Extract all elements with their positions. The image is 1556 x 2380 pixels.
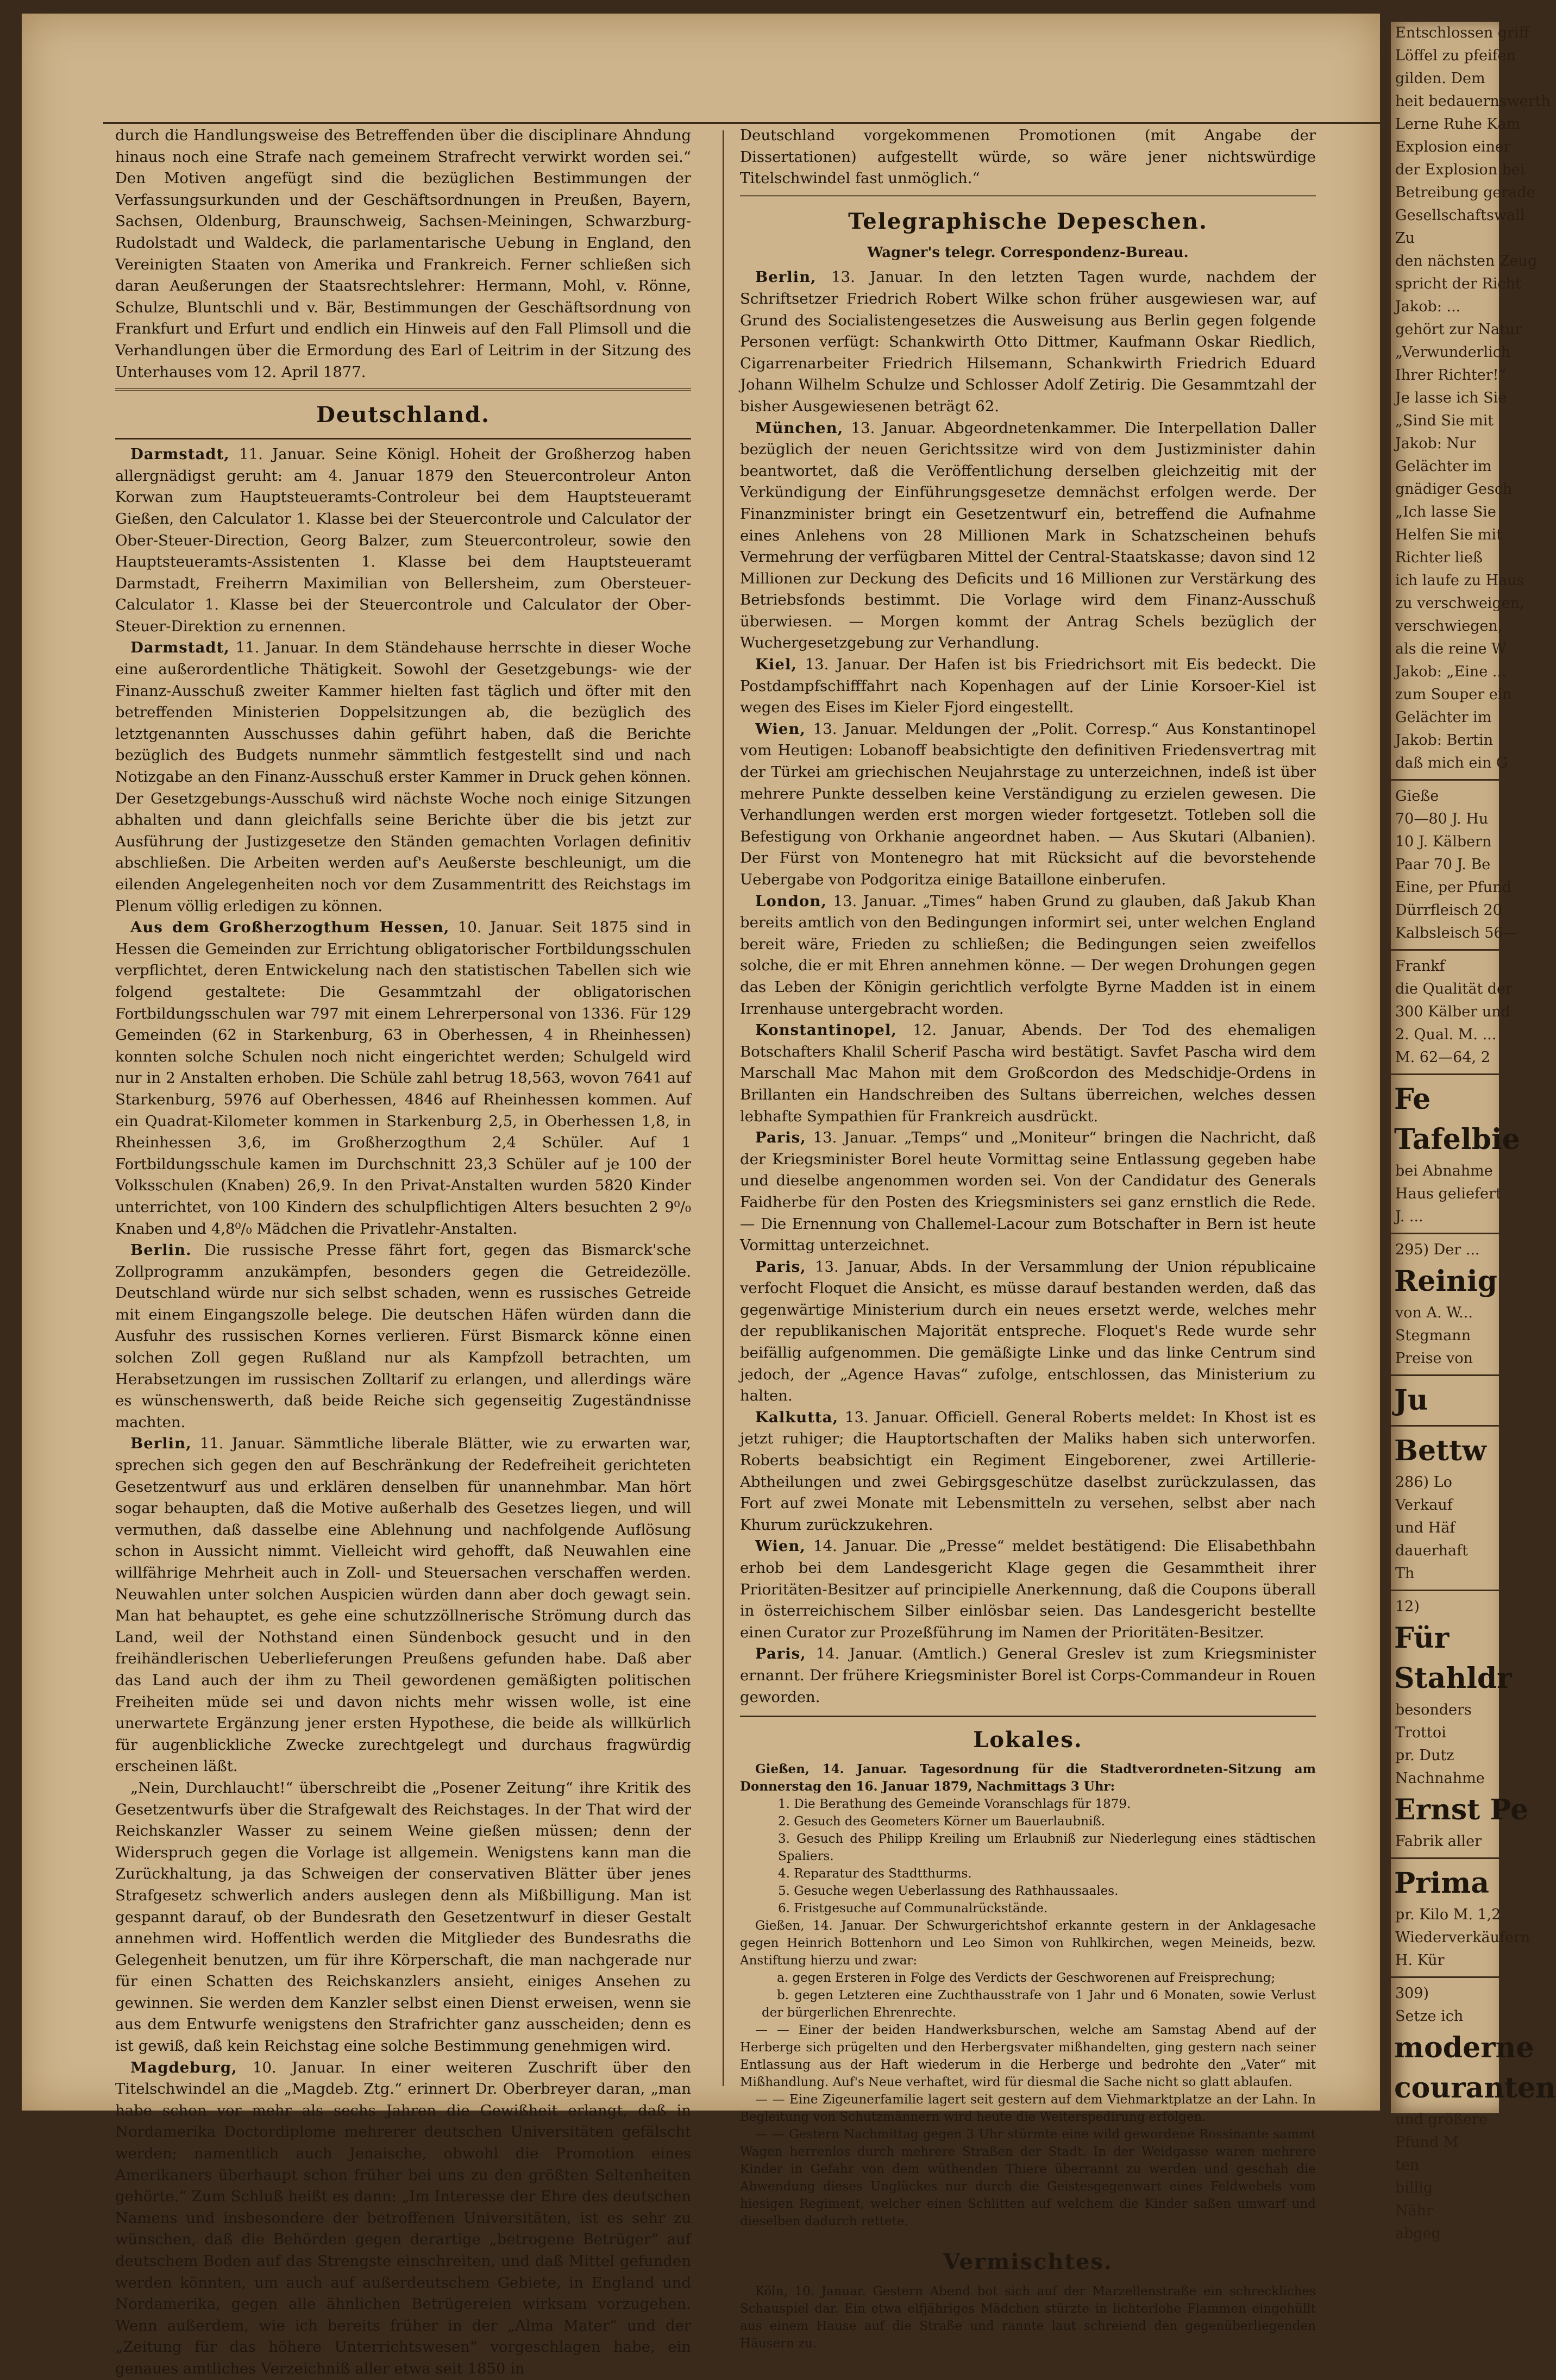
fragment-line: H. Kür	[1395, 1952, 1445, 1969]
fragment-line: 286) Lo	[1395, 1474, 1452, 1491]
fragment-line: Dürrfleisch 20	[1395, 902, 1502, 919]
dispatch-text: 13. Januar. Meldungen der „Polit. Corresp.“ Aus Konstantinopel vom Heutigen: Lobanoff beabsichtigte den definitiven Friedensvertrag mit der Türkei am griechischen Neujahrstage zu unterzeichnen, indeß ist über mehrere Punkte desselben keine Verständigung zu erzielen gewesen. Die Verhandlungen werden erst morgen wieder fortgesetzt. Totleben soll die Befestigung von Orkhanie angeordnet haben. — Aus Skutari (Albanien). Der Fürst von Montenegro hat mit Rücksicht auf die bevorstehende Uebergabe von Podgoritza einige Bataillone einberufen.	[740, 720, 1316, 888]
vermischtes-text: Köln, 10. Januar. Gestern Abend bot sich auf der Marzellenstraße ein schreckliches Schauspiel dar. Ein etwa elfjähriges Mädchen stürzte in lichterlohe Flammen eingehüllt aus einem Hause auf die Straße und rannte laut schreiend den gegenüberliegenden Häusern zu.	[740, 2284, 1316, 2351]
lokales-intro: Gießen, 14. Januar. Tagesordnung für die Stadtverordneten-Sitzung am Donnerstag den 16. Januar 1879, Nachmittags 3 Uhr:	[740, 1762, 1316, 1794]
article	[115, 1433, 691, 1778]
column-divider	[723, 130, 724, 2086]
fragment-line: gilden. Dem	[1395, 70, 1485, 87]
fragment-line: gnädiger Gesch	[1395, 481, 1513, 498]
dispatch-text: 13. Januar. In den letzten Tagen wurde, nachdem der Schriftsetzer Friedrich Robert Wilke schon früher ausgewiesen war, auf Grund des Socialistengesetzes die Ausweisung aus Berlin gegen folgende Personen verfügt: Schankwirth Otto Dittmer, Kaufmann Oskar Riedlich, Cigarrenarbeiter Friedrich Hilsemann, Schankwirth Friedrich Eduard Johann Wilhelm Schulze und Schlosser Adolf Zetirig. Die Gesammtzahl der bisher Ausgewiesenen beträgt 62.	[740, 268, 1316, 415]
dispatch-dateline: London,	[755, 892, 827, 910]
article	[115, 1240, 691, 1433]
fragment-line: Jakob: Nur	[1395, 435, 1476, 452]
fragment-line: „Ich lasse Sie	[1395, 504, 1496, 520]
article-dateline: Berlin,	[130, 1435, 192, 1453]
fragment-line: Entschlossen griff	[1395, 24, 1529, 41]
fragment-line: pr. Kilo M. 1,2	[1395, 1906, 1501, 1923]
fragment-line: spricht der Richt	[1395, 275, 1521, 292]
fragment-line: Prima	[1394, 1867, 1489, 1900]
article-dateline: Aus dem Großherzogthum Hessen,	[130, 919, 450, 937]
section-heading-deutschland: Deutschland.	[316, 402, 490, 428]
dispatch-text: 13. Januar. Der Hafen ist bis Friedrichsort mit Eis bedeckt. Die Postdampfschifffahrt nach Kopenhagen auf der Linie Korsoer-Kiel ist wegen des Eises im Kieler Fjord eingestellt.	[740, 656, 1316, 717]
dispatch-dateline: Konstantinopel,	[755, 1021, 897, 1039]
fragment-line: Jakob: „Eine ...	[1395, 663, 1507, 680]
dispatch-text: 13. Januar. Officiell. General Roberts meldet: In Khost ist es jetzt ruhiger; die Hauptortschaften der Maliks haben sich unterworfen. Roberts beabsichtigt ein Regiment Eingeborener, zwei Artillerie-Abtheilungen und zwei Gebirgsgeschütze daselbst zurückzulassen, das Fort auf zwei Monate mit Lebensmitteln zu versehen, selbst aber nach Khurum zurückzukehren.	[740, 1408, 1316, 1534]
article-dateline: Darmstadt,	[130, 445, 230, 463]
fragment-line: 300 Kälber und	[1395, 1003, 1510, 1020]
fragment-line: Ihrer Richter!“	[1395, 367, 1507, 384]
fragment-line: Richter ließ	[1395, 549, 1483, 566]
fragment-line: „Verwunderlich	[1395, 344, 1511, 361]
fragment-line: dauerhaft	[1395, 1542, 1468, 1559]
fragment-line: Kalbsleisch 56—	[1395, 925, 1518, 941]
fragment-line: Paar 70 J. Be	[1395, 856, 1491, 873]
fragment-line: die Qualität der	[1395, 981, 1513, 997]
fragment-line: Trottoi	[1395, 1724, 1446, 1741]
fragment-line: zum Souper ein	[1395, 686, 1512, 703]
section-heading-vermischtes: Vermischtes.	[943, 2249, 1113, 2275]
fragment-line: abgeg	[1395, 2225, 1441, 2242]
fragment-line: Tafelbie	[1394, 1123, 1520, 1156]
fragment-line: pr. Dutz	[1395, 1747, 1454, 1764]
section-rule	[115, 438, 691, 439]
strip-rule	[1391, 1374, 1499, 1376]
fragment-line: Je lasse ich Sie	[1395, 390, 1507, 406]
strip-rule	[1391, 1590, 1499, 1591]
dispatch	[740, 1257, 1316, 1407]
section-heading-lokales: Lokales.	[973, 1727, 1083, 1753]
dispatch	[740, 891, 1316, 1020]
fragment-line: moderne	[1394, 2031, 1534, 2064]
fragment-line: Gieße	[1395, 788, 1439, 805]
fragment-line: Th	[1395, 1565, 1415, 1582]
lokales-item: — — Einer der beiden Handwerksburschen, welche am Samstag Abend auf der Herberge sich prügelten und den Herbergsvater mißhandelten, ging gestern nach seiner Entlassung aus der Haft wiederum in die Herberge und bedrohte den „Vater“ mit Mißhandlung. Auf's Neue verhaftet, wird für diesmal die Sache nicht so glatt ablaufen.	[740, 2023, 1316, 2090]
article	[115, 1778, 691, 2057]
fragment-line: Frankf	[1395, 958, 1445, 975]
fragment-line: gehört zur Natur	[1395, 321, 1522, 338]
right-column	[740, 125, 1316, 2351]
fragment-line: Pfund M	[1395, 2134, 1459, 2151]
fragment-line: Zu	[1395, 230, 1415, 247]
section-heading-telegraph: Telegraphische Depeschen.	[848, 208, 1208, 234]
dispatch	[740, 1127, 1316, 1257]
dispatch-dateline: Paris,	[755, 1129, 806, 1147]
fragment-line: heit bedauernswerth	[1395, 93, 1551, 110]
dispatch-dateline: Kiel,	[755, 656, 797, 674]
dispatch-dateline: Kalkutta,	[755, 1408, 839, 1426]
dispatch	[740, 1536, 1316, 1643]
fragment-line: den nächsten Zeug	[1395, 253, 1538, 269]
dispatch-text: 13. Januar. Abgeordnetenkammer. Die Interpellation Daller bezüglich der neuen Gerichtssitze wird von dem Justizminister dahin beantwortet, daß die Veröffentlichung derselben gleichzeitig mit der Verkündigung der Einführungsgesetze demnächst erfolgen werde. Der Finanzminister bringt ein Gesetzentwurf ein, betreffend die Aufnahme eines Anlehens von 28 Millionen Mark in Schatzscheinen behufs Vermehrung der verfügbaren Mittel der Central-Staatskasse; davon sind 12 Millionen zur Deckung des Deficits und 16 Millionen zur Verstärkung des Betriebsfonds bestimmt. Die Vorlage wird dem Finanz-Ausschuß überwiesen. — Morgen kommt der Antrag Schels bezüglich der Wuchergesetzgebung zur Verhandlung.	[740, 419, 1316, 652]
fragment-line: Ju	[1394, 1384, 1428, 1417]
strip-rule	[1391, 1857, 1499, 1859]
strip-rule	[1391, 1233, 1499, 1234]
dispatch	[740, 418, 1316, 655]
lokales-item: b. gegen Letzteren eine Zuchthausstrafe von 1 Jahr und 6 Monaten, sowie Verlust der bürgerlichen Ehrenrechte.	[762, 1988, 1316, 2020]
fragment-line: 70—80 J. Hu	[1395, 811, 1489, 827]
agenda-item: 3. Gesuch des Philipp Kreiling um Erlaubniß zur Niederlegung eines städtischen Spaliers.	[778, 1832, 1316, 1864]
fragment-line: Jakob: ...	[1395, 298, 1461, 315]
fragment-line: 295) Der ...	[1395, 1241, 1480, 1258]
fragment-line: Fabrik aller	[1395, 1833, 1482, 1850]
fragment-line: Verkauf	[1395, 1497, 1453, 1514]
header-rule	[103, 122, 1385, 124]
fragment-line: 2. Qual. M. ...	[1395, 1026, 1497, 1043]
fragment-line: Stahldr	[1394, 1662, 1512, 1695]
fragment-line: 10 J. Kälbern	[1395, 833, 1492, 850]
fragment-line: Betreibung gerade	[1395, 184, 1535, 201]
dispatch-dateline: München,	[755, 419, 844, 437]
fragment-line: und größere	[1395, 2111, 1488, 2128]
agenda-item: 1. Die Berathung des Gemeinde Voranschlags für 1879.	[778, 1797, 1131, 1812]
fragment-line: Reinig	[1394, 1265, 1497, 1298]
fragment-line: 12)	[1395, 1598, 1420, 1615]
dispatch	[740, 1020, 1316, 1127]
fragment-line: besonders	[1395, 1701, 1472, 1718]
dispatch	[740, 1643, 1316, 1708]
strip-rule	[1391, 949, 1499, 951]
article	[115, 917, 691, 1240]
fragment-line: J. ...	[1395, 1208, 1423, 1225]
fragment-line: verschwiegen,	[1395, 618, 1503, 635]
fragment-line: 309)	[1395, 1985, 1429, 2002]
fragment-line: daß mich ein G	[1395, 755, 1508, 771]
fragment-line: Nachnahme	[1395, 1770, 1485, 1787]
adjacent-page-fragment	[1391, 22, 1556, 2242]
article	[115, 444, 691, 637]
fragment-line: Lerne Ruhe Kam	[1395, 116, 1521, 133]
article-dateline: Magdeburg,	[130, 2058, 237, 2076]
dispatch-text: 13. Januar. „Temps“ und „Moniteur“ bringen die Nachricht, daß der Kriegsminister Borel heute Vormittag seine Entlassung gegeben habe und dieselbe angenommen worden sei. Von der Candidatur des Generals Faidherbe für den Posten des Kriegsministers sei ganz ernstlich die Rede. — Die Ernennung von Challemel-Lacour zum Botschafter in Bern ist heute Vormittag unterzeichnet.	[740, 1129, 1316, 1254]
section-rule	[740, 195, 1316, 199]
fragment-line: Haus geliefert	[1395, 1185, 1502, 1202]
dispatch-text: 14. Januar. Die „Presse“ meldet bestätigend: Die Elisabethbahn erhob bei dem Landesgericht Klage gegen die Gesammtheit ihrer Prioritäten-Besitzer auf principielle Anerkennung, daß die Coupons überall in österreichischem Silber einlösbar seien. Das Landesgericht bestellte einen Curator zur Prozeßführung im Namen der Prioritäten-Besitzer.	[740, 1537, 1316, 1641]
dispatch-text: 13. Januar, Abds. In der Versammlung der Union républicaine verfocht Floquet die Ansicht, es müsse darauf bestanden werden, daß das gegenwärtige Ministerium durch ein neues ersetzt werde, welches mehr der republikanischen Majorität entspreche. Floquet's Rede wurde sehr beifällig aufgenommen. Die gemäßigte Linke und das linke Centrum sind jedoch, der „Agence Havas“ zufolge, entschlossen, das Ministerium zu halten.	[740, 1258, 1316, 1405]
fragment-line: Gelächter im	[1395, 458, 1492, 475]
section-rule	[740, 2238, 1316, 2239]
article	[115, 2057, 691, 2380]
fragment-line: Setze ich	[1395, 2008, 1464, 2025]
fragment-line: Löffel zu pfeifen	[1395, 47, 1516, 64]
article-text: 11. Januar. Seine Königl. Hoheit der Großherzog haben allergnädigst geruht: am 4. Januar 1879 den Steuercontroleur Anton Korwan zum Hauptsteueramts-Controleur bei dem Hauptsteueramt Gießen, den Calculator 1. Klasse bei der Steuercontrole und Calculator der Ober-Steuer-Direction, Georg Balzer, zum Steuercontroleur, sowie den Hauptsteueramts-Assistenten 1. Klasse bei dem Hauptsteueramt Darmstadt, Freiherrn Maximilian von Bellersheim, zum Obersteuer-Calculator 1. Klasse bei der Steuercontrole und Calculator der Ober-Steuer-Direktion zu ernennen.	[115, 445, 691, 635]
dispatch	[740, 267, 1316, 417]
fragment-line: Stegmann	[1395, 1327, 1471, 1344]
strip-rule	[1391, 1073, 1499, 1075]
dispatch	[740, 1407, 1316, 1536]
fragment-line: couranten	[1394, 2071, 1556, 2105]
intro-paragraph: durch die Handlungsweise des Betreffenden über die disciplinare Ahndung hinaus noch eine Strafe nach gemeinem Strafrecht verwirkt worden sei.“ Den Motiven angefügt sind die bezüglichen Bestimmungen der Verfassungsurkunden und der Geschäftsordnungen in Preußen, Bayern, Sachsen, Oldenburg, Braunschweig, Sachsen-Meiningen, Schwarzburg-Rudolstadt und Waldeck, die parlamentarische Uebung in England, den Vereinigten Staaten von Amerika und Frankreich. Ferner schließen sich daran Aeußerungen der Staatsrechtslehrer: Hermann, Mohl, v. Rönne, Schulze, Bluntschli und v. Bär, Bestimmungen der Geschäftsordnung von Frankfurt und Erfurt und endlich ein Hinweis auf den Fall Plimsoll und die Verhandlungen über die Ermordung des Earl of Leitrim in der Sitzung des Unterhauses vom 12. April 1877.	[115, 127, 691, 381]
fragment-line: Wiederverkäufern	[1395, 1929, 1530, 1946]
strip-rule	[1391, 779, 1499, 781]
agenda-item: 2. Gesuch des Geometers Körner um Bauerlaubniß.	[778, 1814, 1106, 1829]
lokales-item: — — Gestern Nachmittag gegen 3 Uhr stürmte eine wild gewordene Rossinante sammt Wagen herrenlos durch mehrere Straßen der Stadt. In der Weidgasse waren mehrere Kinder in Gefahr von dem wüthenden Thiere überrannt zu werden und geschah die Abwendung dieses Unglückes nur durch die Geistesgegenwart eines Feldwebels vom hiesigen Regiment, welcher einen Schlitten auf welchem die Kinder saßen umwarf und dieselben dadurch rettete.	[740, 2127, 1316, 2229]
fragment-line: ten	[1395, 2157, 1420, 2174]
fragment-line: Für	[1394, 1622, 1450, 1655]
dispatch-text: 13. Januar. „Times“ haben Grund zu glauben, daß Jakub Khan bereits amtlich von den Bedingungen informirt sei, unter welchen England bereit wäre, Frieden zu schließen; die Bedingungen seien zweifellos solche, die er mit Ehren annehmen könne. — Der wegen Drohungen gegen das Leben der Königin gerichtlich verfolgte Byrne Madden ist in einem Irrenhause untergebracht worden.	[740, 892, 1316, 1018]
strip-rule	[1391, 1976, 1499, 1978]
article-text: 11. Januar. Sämmtliche liberale Blätter, wie zu erwarten war, sprechen sich gegen den auf Beschränkung der Redefreiheit gerichteten Gesetzentwurf aus und erklären denselben für unannehmbar. Man hört sogar behaupten, daß die Motive außerhalb des Gesetzes liegen, und will vermuthen, daß dasselbe eine Ablehnung und nachfolgende Auflösung schon in Aussicht nimmt. Vielleicht wird gehofft, daß Neuwahlen eine willfährige Mehrheit auch in Zoll- und Steuersachen verschaffen werden. Neuwahlen unter solchen Auspicien würden dann aber doch gewagt sein. Man hat behauptet, es gehe eine schutzzöllnerische Strömung durch das Land, weil der Nothstand einen Sündenbock gesucht und in den freihändlerischen Ueberlieferungen Preußens gefunden habe. Daß aber das Land auch der ihm zu Theil gewordenen gemäßigten politischen Freiheiten müde sei und davon nichts mehr wissen wolle, ist eine unerwartete Ergänzung jener ersten Hypothese, die beide als willkürlich für augenblickliche Zwecke zurechtgelegt und durchaus fragwürdig erscheinen läßt.	[115, 1435, 691, 1775]
strip-rule	[1391, 1425, 1499, 1427]
agenda-item: 4. Reparatur des Stadtthurms.	[778, 1867, 972, 1881]
dispatch-text: 12. Januar, Abends. Der Tod des ehemaligen Botschafters Khalil Scherif Pascha wird bestätigt. Savfet Pascha wird dem Marschall Mac Mahon mit dem Großcordon des Medschidje-Ordens in Brillanten ein Handschreiben des Sultans überreichen, welches dessen lebhafte Sympathien für Frankreich ausdrückt.	[740, 1021, 1316, 1125]
agenda-list	[740, 1795, 1316, 1917]
fragment-line: bei Abnahme	[1395, 1163, 1493, 1179]
left-column	[115, 125, 692, 2377]
fragment-line: von A. W...	[1395, 1304, 1473, 1321]
dispatch-dateline: Wien,	[755, 1537, 806, 1555]
dispatch-dateline: Paris,	[755, 1645, 806, 1663]
article-text: 11. Januar. In dem Ständehause herrschte in dieser Woche eine außerordentliche Thätigkeit. Sowohl der Gesetzgebungs- wie der Finanz-Ausschuß zweiter Kammer hielten fast täglich und öfter mit den betreffenden Ministerien Doppelsitzungen ab, die bezüglich des letztgenannten Ausschusses dahin geführt haben, daß die Berichte bezüglich des Budgets nunmehr sämmtlich festgestellt sind und nach Notizgabe an den Finanz-Ausschuß erster Kammer in Druck gehen können. Der Gesetzgebungs-Ausschuß wird nächste Woche noch einige Sitzungen abhalten und dann gleichfalls seine Berichte über die bis jetzt zur Ausführung der Justizgesetze den Ständen gemachten Vorlagen definitiv abschließen. Die Arbeiten werden auf's Aeußerste beschleunigt, um die eilenden Angelegenheiten noch vor dem Zusammentritt des Reichstags im Plenum völlig erledigen zu können.	[115, 639, 691, 915]
agenda-item: 5. Gesuche wegen Ueberlassung des Rathhaussaales.	[778, 1884, 1119, 1899]
section-rule	[115, 388, 691, 392]
fragment-line: zu verschweigen,	[1395, 595, 1524, 612]
fragment-line: M. 62—64, 2	[1395, 1049, 1490, 1066]
article-text: 10. Januar. Seit 1875 sind in Hessen die Gemeinden zur Errichtung obligatorischer Fortbildungsschulen verpflichtet, deren Entwickelung nach den statistischen Tabellen sich wie folgend gestaltete: Die Gesammtzahl der obligatorischen Fortbildungsschulen war 797 mit einem Lehrerpersonal von 1336. Für 129 Gemeinden (62 in Starkenburg, 63 in Oberhessen, 4 in Rheinhessen) konnten solche Schulen noch nicht eingerichtet werden; Schulgeld wird nur in 2 Anstalten erhoben. Die Schüle zahl betrug 18,563, wovon 7641 auf Starkenburg, 5976 auf Oberhessen, 4846 auf Rheinhessen kommen. Auf ein Quadrat-Kilometer kommen in Starkenburg 2,5, in Oberhessen 1,8, in Rheinhessen 3,6, im Großherzogthum 2,4 Schüler. Auf 1 Fortbildungsschule kamen im Durchschnitt 23,3 Schüler auf je 100 der Volksschulen (Knaben) 26,9. In den Privat-Anstalten wurden 5820 Kinder unterrichtet, von 100 Kindern des schulpflichtigen Alters besuchten 2 9⁰/₀ Knaben und 4,8⁰/₀ Mädchen die Privatlehr-Anstalten.	[115, 919, 692, 1238]
fragment-line: „Sind Sie mit	[1395, 412, 1494, 429]
fragment-line: Nähr	[1395, 2202, 1434, 2219]
fragment-line: Ernst Pe	[1394, 1793, 1529, 1826]
article	[115, 637, 691, 917]
agenda-item: 6. Fristgesuche auf Communalrückstände.	[778, 1901, 1048, 1916]
dispatch-dateline: Berlin,	[755, 268, 817, 286]
dispatch-dateline: Paris,	[755, 1258, 806, 1276]
fragment-line: Preise von	[1395, 1350, 1473, 1367]
fragment-line: Helfen Sie mit	[1395, 526, 1502, 543]
fragment-line: Gesellschaftswall	[1395, 207, 1525, 224]
lokales-item: a. gegen Ersteren in Folge des Verdicts der Geschworenen auf Freisprechung;	[777, 1971, 1276, 1986]
article-text: 10. Januar. In einer weiteren Zuschrift über den Titelschwindel an die „Magdeb. Ztg.“ erinnert Dr. Oberbreyer daran, „man habe schon vor mehr als sechs Jahren die Gewißheit erlangt, daß in Nordamerika Doctordiplome mehrerer deutschen Universitäten gefälscht werden; namentlich auch Jenaische, obwohl die Promotion eines Amerikaners überhaupt schon früher bei uns zu den größten Seltenheiten gehörte.“ Zum Schluß heißt es dann: „Im Interesse der Ehre des deutschen Namens und insbesondere der betroffenen Universitäten, ist es sehr zu wünschen, daß die Behörden gegen derartige „betrogene Betrüger“ auf deutschem Boden auf das Strengste einschreiten, und daß Mittel gefunden werden könnten, um auch auf außerdeutschem Gebiete, in England und Nordamerika, gegen alle ähnlichen Betrügereien wirksam vorzugehen. Wenn außerdem, wie ich bereits früher in der „Alma Mater“ und der „Zeitung für das höhere Unterrichtswesen“ vorgeschlagen habe, ein genaues amtliches Verzeichniß aller etwa seit 1850 in	[115, 2058, 691, 2377]
intro-paragraph: Deutschland vorgekommenen Promotionen (mit Angabe der Dissertationen) aufgestellt würde, so wäre jener nichtswürdige Titelschwindel fast unmöglich.“	[740, 127, 1316, 187]
fragment-line: und Häf	[1395, 1519, 1455, 1536]
fragment-line: Eine, per Pfund	[1395, 879, 1511, 896]
fragment-line: als die reine W	[1395, 640, 1507, 657]
dispatch-dateline: Wien,	[755, 720, 806, 738]
article-dateline: Berlin.	[130, 1241, 192, 1259]
fragment-line: Bettw	[1394, 1434, 1486, 1467]
fragment-line: Fe	[1394, 1083, 1431, 1116]
dispatch	[740, 719, 1316, 891]
lokales-item: — — Eine Zigeunerfamilie lagert seit gestern auf dem Viehmarktplatze an der Lahn. In Begleitung von Schutzmännern wird heute die Weiterspedirung erfolgen.	[740, 2093, 1316, 2125]
fragment-line: Gelächter im	[1395, 709, 1492, 726]
article-text: Die russische Presse fährt fort, gegen das Bismarck'sche Zollprogramm anzukämpfen, besonders gegen die Getreidezölle. Deutschland würde nur sich selbst schaden, wenn es russisches Getreide mit einem Eingangszolle belege. Die deutschen Häfen würden dann die Ausfuhr des russischen Kornes verlieren. Fürst Bismarck könne einen solchen Zoll gegen Rußland nur als Kampfzoll betrachten, um Herabsetzungen im russischen Zolltarif zu erlangen, und allerdings wäre es wünschenswerth, daß beide Reiche sich gegenseitig Zugeständnisse machten.	[115, 1241, 692, 1431]
section-rule	[740, 1716, 1316, 1717]
dispatch-text: 14. Januar. (Amtlich.) General Greslev ist zum Kriegsminister ernannt. Der frühere Kriegsminister Borel ist Corps-Commandeur in Rouen geworden.	[740, 1645, 1316, 1706]
article-dateline: Darmstadt,	[130, 639, 230, 657]
article-text: „Nein, Durchlaucht!“ überschreibt die „Posener Zeitung“ ihre Kritik des Gesetzentwurfs über die Strafgewalt des Reichstages. In der That wird der Reichskanzler Wasser zu seinem Weine gießen müssen; denn der Widerspruch gegen die Vorlage ist allgemein. Wenigstens kann man die Zurückhaltung, ja das Schweigen der conservativen Blätter über jenes Strafgesetz schwerlich anders auslegen denn als Mißbilligung. Man ist gespannt darauf, ob der Bundesrath den Gesetzentwurf in dieser Gestalt annehmen wird. Hoffentlich werden die Mitglieder des Bundesraths die Gelegenheit benutzen, um für ihre Körperschaft, die man nachgerade nur für einen Schatten des Reichskanzlers ansieht, einiges Ansehen zu gewinnen. Sie werden dem Kanzler selbst einen Dienst erweisen, wenn sie aus dem Entwurfe wenigstens den Strafrichter ganz ausscheiden; denn es ist gewiß, daß kein Reichstag eine solche Bestimmung genehmigen wird.	[115, 1779, 691, 2055]
dispatch	[740, 654, 1316, 719]
newspaper-page	[22, 14, 1380, 2377]
section-subheading: Wagner's telegr. Correspondenz-Bureau.	[867, 244, 1189, 261]
fragment-line: ich laufe zu Haus	[1395, 572, 1524, 589]
fragment-line: Jakob: Bertin	[1395, 732, 1494, 749]
fragment-line: der Explosion bei	[1395, 161, 1525, 178]
fragment-line: billig	[1395, 2180, 1433, 2196]
fragment-line: Explosion einer	[1395, 139, 1511, 155]
lokales-item: Gießen, 14. Januar. Der Schwurgerichtshof erkannte gestern in der Anklagesache gegen Heinrich Bottenhorn und Leo Simon von Ruhlkirchen, wegen Meineids, bezw. Anstiftung hierzu und zwar:	[740, 1919, 1316, 1968]
